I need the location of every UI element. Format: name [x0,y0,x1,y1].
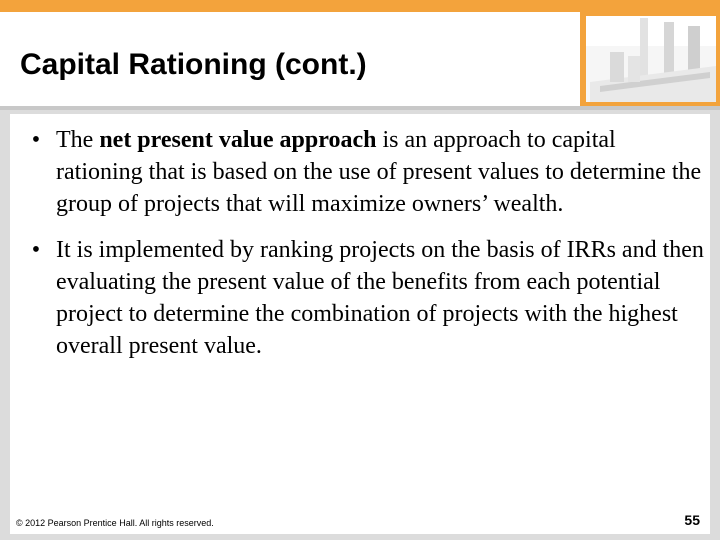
conference-room-image [580,12,720,106]
content-panel [10,114,710,534]
page-number: 55 [684,512,700,528]
bullet-text: It is implemented by ranking projects on the basis of IRRs and then evaluating the present value of the benefits from each potential project to determine the combination of projects with the highest overall present value. [56,237,704,359]
copyright-footer: © 2012 Pearson Prentice Hall. All rights reserved. [16,518,214,528]
title-band [0,12,580,106]
slide-title: Capital Rationing (cont.) [20,48,367,81]
bullet-bold-term: net present value approach [99,127,377,153]
bullet-icon: • [31,127,41,153]
bullet-item [24,124,704,220]
bullet-item [24,234,704,362]
bullet-list [24,124,704,376]
title-separator [0,106,720,110]
bullet-text-post: is an approach to capital rationing that is based on the use of present values to determine the group of projects that will maximize owners’ wealth. [56,127,702,217]
bullet-text-pre: The [56,127,100,153]
top-accent-strip [0,0,720,12]
conference-room-graphic [580,12,720,106]
bullet-icon: • [31,237,41,263]
